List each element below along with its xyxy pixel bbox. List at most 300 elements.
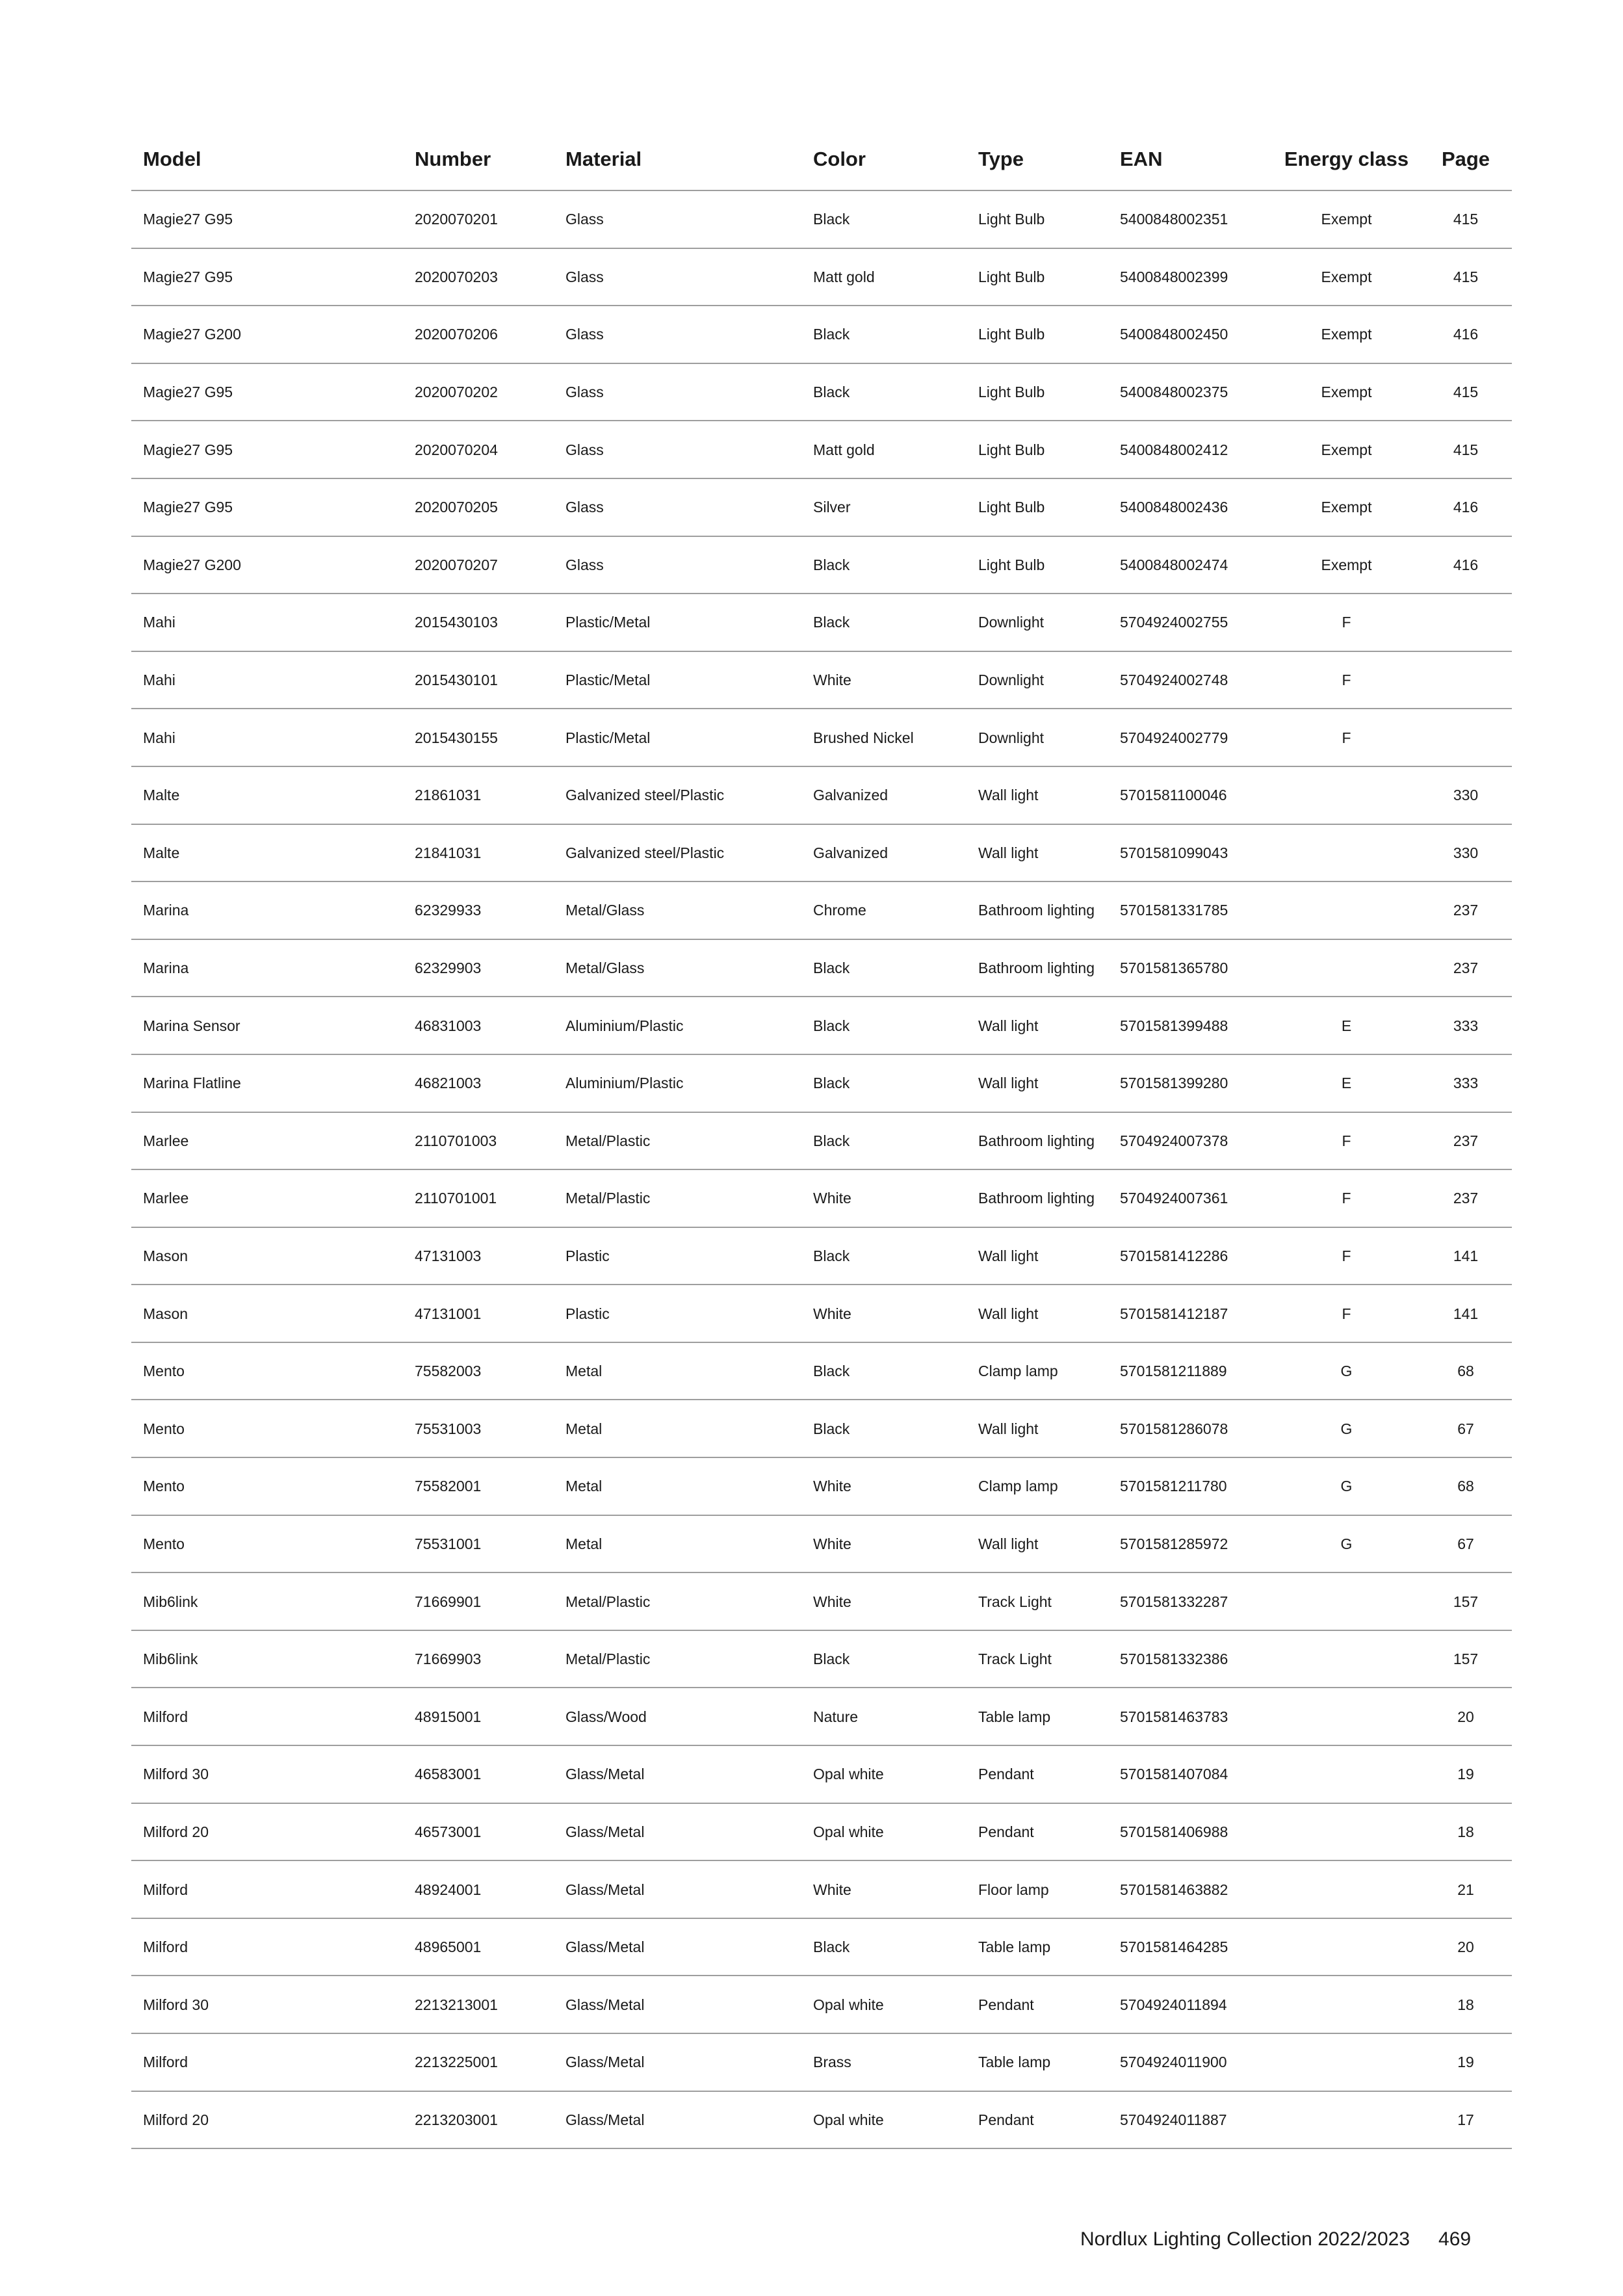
cell-color: Black bbox=[813, 1420, 850, 1437]
cell-number: 71669901 bbox=[415, 1593, 482, 1610]
cell-model: Mahi bbox=[143, 729, 175, 746]
cell-model: Magie27 G95 bbox=[143, 268, 233, 285]
cell-model: Magie27 G200 bbox=[143, 326, 241, 343]
cell-page: 330 bbox=[1453, 844, 1479, 861]
cell-energy-class: Exempt bbox=[1321, 499, 1372, 516]
cell-number: 2020070207 bbox=[415, 556, 498, 573]
cell-model: Milford 30 bbox=[143, 1996, 209, 2013]
cell-model: Marina bbox=[143, 959, 189, 977]
cell-type: Downlight bbox=[978, 614, 1044, 631]
cell-color: Black bbox=[813, 1075, 850, 1092]
cell-model: Mento bbox=[143, 1420, 185, 1437]
cell-model: Milford 20 bbox=[143, 2111, 209, 2128]
cell-ean: 5701581365780 bbox=[1120, 959, 1228, 977]
cell-energy-class: Exempt bbox=[1321, 441, 1372, 458]
footer-page-number: 469 bbox=[1438, 2228, 1472, 2250]
table-row bbox=[131, 1285, 1512, 1343]
cell-material: Glass/Metal bbox=[565, 2054, 645, 2071]
cell-model: Mento bbox=[143, 1478, 185, 1495]
cell-material: Metal/Glass bbox=[565, 902, 645, 919]
cell-material: Glass/Metal bbox=[565, 1881, 645, 1898]
cell-material: Glass/Metal bbox=[565, 1766, 645, 1783]
cell-page: 67 bbox=[1457, 1535, 1474, 1552]
table-row bbox=[131, 537, 1512, 595]
cell-material: Glass bbox=[565, 556, 604, 573]
cell-color: White bbox=[813, 672, 851, 689]
cell-color: Black bbox=[813, 326, 850, 343]
cell-page: 141 bbox=[1453, 1305, 1479, 1322]
cell-model: Milford bbox=[143, 1938, 188, 1956]
table-row bbox=[131, 249, 1512, 307]
cell-material: Plastic bbox=[565, 1305, 610, 1322]
cell-number: 2020070203 bbox=[415, 268, 498, 285]
cell-page: 333 bbox=[1453, 1075, 1479, 1092]
cell-number: 2110701003 bbox=[415, 1132, 497, 1149]
cell-number: 46573001 bbox=[415, 1823, 482, 1840]
cell-model: Milford bbox=[143, 1881, 188, 1898]
cell-material: Plastic/Metal bbox=[565, 729, 651, 746]
cell-type: Light Bulb bbox=[978, 268, 1045, 285]
cell-number: 2110701001 bbox=[415, 1190, 497, 1207]
cell-material: Metal/Plastic bbox=[565, 1593, 651, 1610]
cell-energy-class: G bbox=[1340, 1535, 1353, 1552]
cell-material: Glass bbox=[565, 384, 604, 401]
cell-page: 415 bbox=[1453, 441, 1479, 458]
cell-type: Bathroom lighting bbox=[978, 902, 1095, 919]
cell-model: Milford 30 bbox=[143, 1766, 209, 1783]
cell-material: Glass bbox=[565, 268, 604, 285]
cell-page: 157 bbox=[1453, 1593, 1479, 1610]
cell-number: 47131001 bbox=[415, 1305, 482, 1322]
cell-ean: 5400848002412 bbox=[1120, 441, 1228, 458]
table-row bbox=[131, 709, 1512, 767]
cell-energy-class: Exempt bbox=[1321, 326, 1372, 343]
cell-model: Milford 20 bbox=[143, 1823, 209, 1840]
cell-color: Black bbox=[813, 959, 850, 977]
cell-model: Mib6link bbox=[143, 1593, 198, 1610]
table-row bbox=[131, 2092, 1512, 2150]
cell-material: Metal/Plastic bbox=[565, 1132, 651, 1149]
cell-material: Glass/Wood bbox=[565, 1708, 647, 1725]
cell-number: 21861031 bbox=[415, 787, 482, 804]
cell-number: 2015430103 bbox=[415, 614, 498, 631]
table-row bbox=[131, 940, 1512, 998]
cell-energy-class: F bbox=[1342, 672, 1351, 689]
table-row bbox=[131, 1573, 1512, 1631]
cell-model: Magie27 G95 bbox=[143, 441, 233, 458]
cell-type: Wall light bbox=[978, 1247, 1039, 1264]
cell-number: 75582003 bbox=[415, 1363, 482, 1380]
table-row bbox=[131, 1113, 1512, 1171]
cell-page: 237 bbox=[1453, 1190, 1479, 1207]
cell-model: Mahi bbox=[143, 672, 175, 689]
table-row bbox=[131, 1228, 1512, 1286]
cell-type: Pendant bbox=[978, 1996, 1034, 2013]
cell-model: Marina Sensor bbox=[143, 1017, 240, 1034]
cell-number: 2213225001 bbox=[415, 2054, 498, 2071]
cell-model: Magie27 G95 bbox=[143, 211, 233, 228]
cell-material: Glass bbox=[565, 499, 604, 516]
header-number: Number bbox=[415, 148, 491, 170]
cell-ean: 5701581286078 bbox=[1120, 1420, 1228, 1437]
table-row bbox=[131, 825, 1512, 883]
cell-page: 68 bbox=[1457, 1363, 1474, 1380]
cell-ean: 5400848002351 bbox=[1120, 211, 1228, 228]
cell-ean: 5400848002375 bbox=[1120, 384, 1228, 401]
cell-color: Opal white bbox=[813, 1766, 884, 1783]
cell-type: Floor lamp bbox=[978, 1881, 1049, 1898]
table-row bbox=[131, 1746, 1512, 1804]
table-row bbox=[131, 1919, 1512, 1977]
cell-color: White bbox=[813, 1881, 851, 1898]
cell-ean: 5704924007378 bbox=[1120, 1132, 1228, 1149]
cell-number: 71669903 bbox=[415, 1650, 482, 1668]
cell-page: 67 bbox=[1457, 1420, 1474, 1437]
cell-number: 2213213001 bbox=[415, 1996, 498, 2013]
cell-type: Downlight bbox=[978, 729, 1044, 746]
cell-ean: 5701581332386 bbox=[1120, 1650, 1228, 1668]
cell-model: Mahi bbox=[143, 614, 175, 631]
cell-material: Plastic/Metal bbox=[565, 614, 651, 631]
table-row bbox=[131, 882, 1512, 940]
cell-type: Bathroom lighting bbox=[978, 1190, 1095, 1207]
cell-material: Galvanized steel/Plastic bbox=[565, 844, 725, 861]
cell-type: Wall light bbox=[978, 1535, 1039, 1552]
cell-color: Matt gold bbox=[813, 441, 875, 458]
cell-material: Glass bbox=[565, 441, 604, 458]
cell-model: Milford bbox=[143, 2054, 188, 2071]
cell-color: White bbox=[813, 1535, 851, 1552]
cell-color: Black bbox=[813, 1132, 850, 1149]
cell-type: Clamp lamp bbox=[978, 1363, 1058, 1380]
table-row bbox=[131, 1458, 1512, 1516]
cell-material: Metal bbox=[565, 1420, 603, 1437]
cell-number: 2213203001 bbox=[415, 2111, 498, 2128]
cell-number: 2020070205 bbox=[415, 499, 498, 516]
cell-energy-class: Exempt bbox=[1321, 556, 1372, 573]
cell-number: 21841031 bbox=[415, 844, 482, 861]
cell-page: 157 bbox=[1453, 1650, 1479, 1668]
table-row bbox=[131, 421, 1512, 479]
cell-type: Wall light bbox=[978, 1075, 1039, 1092]
cell-page: 141 bbox=[1453, 1247, 1479, 1264]
cell-page: 237 bbox=[1453, 959, 1479, 977]
cell-ean: 5704924011894 bbox=[1120, 1996, 1227, 2013]
cell-number: 2015430155 bbox=[415, 729, 498, 746]
cell-material: Metal/Plastic bbox=[565, 1650, 651, 1668]
cell-material: Glass/Metal bbox=[565, 1823, 645, 1840]
cell-model: Milford bbox=[143, 1708, 188, 1725]
cell-color: Nature bbox=[813, 1708, 859, 1725]
cell-ean: 5704924002779 bbox=[1120, 729, 1228, 746]
cell-material: Glass bbox=[565, 326, 604, 343]
cell-model: Marlee bbox=[143, 1132, 189, 1149]
cell-color: Chrome bbox=[813, 902, 866, 919]
table-row bbox=[131, 652, 1512, 710]
cell-number: 48965001 bbox=[415, 1938, 482, 1956]
cell-model: Marlee bbox=[143, 1190, 189, 1207]
cell-model: Magie27 G95 bbox=[143, 384, 233, 401]
cell-material: Glass/Metal bbox=[565, 1938, 645, 1956]
cell-type: Light Bulb bbox=[978, 211, 1045, 228]
cell-number: 46583001 bbox=[415, 1766, 482, 1783]
cell-material: Metal bbox=[565, 1363, 603, 1380]
table-row bbox=[131, 479, 1512, 537]
cell-ean: 5701581412286 bbox=[1120, 1247, 1228, 1264]
cell-energy-class: F bbox=[1342, 1132, 1351, 1149]
cell-ean: 5701581463783 bbox=[1120, 1708, 1228, 1725]
cell-color: White bbox=[813, 1190, 851, 1207]
table-row bbox=[131, 2034, 1512, 2092]
table-row bbox=[131, 191, 1512, 249]
cell-number: 75582001 bbox=[415, 1478, 482, 1495]
cell-ean: 5701581399488 bbox=[1120, 1017, 1228, 1034]
cell-energy-class: Exempt bbox=[1321, 384, 1372, 401]
cell-color: White bbox=[813, 1593, 851, 1610]
cell-energy-class: Exempt bbox=[1321, 268, 1372, 285]
cell-type: Bathroom lighting bbox=[978, 1132, 1095, 1149]
table-row bbox=[131, 1170, 1512, 1228]
cell-ean: 5704924011900 bbox=[1120, 2054, 1227, 2071]
cell-ean: 5701581464285 bbox=[1120, 1938, 1228, 1956]
table-row bbox=[131, 1631, 1512, 1689]
cell-ean: 5400848002450 bbox=[1120, 326, 1228, 343]
cell-number: 62329933 bbox=[415, 902, 482, 919]
cell-color: Opal white bbox=[813, 1996, 884, 2013]
table-row bbox=[131, 1516, 1512, 1574]
table-row bbox=[131, 1976, 1512, 2034]
cell-number: 62329903 bbox=[415, 959, 482, 977]
cell-page: 20 bbox=[1457, 1708, 1474, 1725]
cell-page: 333 bbox=[1453, 1017, 1479, 1034]
cell-color: Galvanized bbox=[813, 787, 889, 804]
cell-page: 18 bbox=[1457, 1823, 1474, 1840]
table-row bbox=[131, 594, 1512, 652]
cell-number: 2020070206 bbox=[415, 326, 498, 343]
cell-ean: 5701581463882 bbox=[1120, 1881, 1228, 1898]
cell-energy-class: F bbox=[1342, 729, 1351, 746]
cell-ean: 5400848002399 bbox=[1120, 268, 1228, 285]
cell-material: Aluminium/Plastic bbox=[565, 1075, 684, 1092]
page-footer bbox=[1080, 2228, 1471, 2250]
cell-material: Aluminium/Plastic bbox=[565, 1017, 684, 1034]
cell-color: Black bbox=[813, 556, 850, 573]
cell-energy-class: G bbox=[1340, 1478, 1353, 1495]
cell-material: Metal bbox=[565, 1478, 603, 1495]
cell-ean: 5704924002748 bbox=[1120, 672, 1228, 689]
footer-title: Nordlux Lighting Collection 2022/2023 bbox=[1080, 2228, 1410, 2250]
cell-page: 415 bbox=[1453, 268, 1479, 285]
cell-number: 2015430101 bbox=[415, 672, 498, 689]
cell-energy-class: F bbox=[1342, 1247, 1351, 1264]
cell-ean: 5400848002474 bbox=[1120, 556, 1228, 573]
cell-page: 416 bbox=[1453, 556, 1479, 573]
cell-type: Light Bulb bbox=[978, 441, 1045, 458]
cell-material: Glass/Metal bbox=[565, 2111, 645, 2128]
cell-material: Plastic/Metal bbox=[565, 672, 651, 689]
table-row bbox=[131, 364, 1512, 422]
cell-number: 75531001 bbox=[415, 1535, 482, 1552]
cell-energy-class: F bbox=[1342, 1190, 1351, 1207]
header-material: Material bbox=[565, 148, 642, 170]
table-row bbox=[131, 306, 1512, 364]
cell-ean: 5701581211889 bbox=[1120, 1363, 1227, 1380]
cell-material: Metal/Plastic bbox=[565, 1190, 651, 1207]
cell-energy-class: G bbox=[1340, 1420, 1353, 1437]
cell-number: 75531003 bbox=[415, 1420, 482, 1437]
cell-model: Marina bbox=[143, 902, 189, 919]
cell-material: Metal/Glass bbox=[565, 959, 645, 977]
table-row bbox=[131, 1804, 1512, 1862]
cell-type: Wall light bbox=[978, 1017, 1039, 1034]
cell-type: Downlight bbox=[978, 672, 1044, 689]
cell-page: 19 bbox=[1457, 2054, 1474, 2071]
cell-color: Black bbox=[813, 384, 850, 401]
cell-number: 2020070202 bbox=[415, 384, 498, 401]
cell-type: Clamp lamp bbox=[978, 1478, 1058, 1495]
cell-material: Glass/Metal bbox=[565, 1996, 645, 2013]
table-row bbox=[131, 997, 1512, 1055]
cell-color: Matt gold bbox=[813, 268, 875, 285]
cell-model: Mib6link bbox=[143, 1650, 198, 1668]
cell-ean: 5701581407084 bbox=[1120, 1766, 1228, 1783]
cell-ean: 5701581399280 bbox=[1120, 1075, 1228, 1092]
cell-color: Black bbox=[813, 1650, 850, 1668]
cell-color: Galvanized bbox=[813, 844, 889, 861]
cell-color: Black bbox=[813, 1363, 850, 1380]
table-body bbox=[131, 191, 1512, 2149]
cell-energy-class: E bbox=[1341, 1075, 1352, 1092]
cell-energy-class: F bbox=[1342, 1305, 1351, 1322]
cell-model: Mento bbox=[143, 1363, 185, 1380]
cell-number: 46831003 bbox=[415, 1017, 482, 1034]
table-header-row bbox=[131, 129, 1512, 191]
table-row bbox=[131, 1400, 1512, 1458]
header-energy-class: Energy class bbox=[1284, 148, 1409, 170]
cell-ean: 5704924002755 bbox=[1120, 614, 1228, 631]
cell-color: Black bbox=[813, 1017, 850, 1034]
cell-page: 415 bbox=[1453, 384, 1479, 401]
cell-page: 20 bbox=[1457, 1938, 1474, 1956]
cell-color: Black bbox=[813, 1247, 850, 1264]
cell-material: Plastic bbox=[565, 1247, 610, 1264]
cell-type: Light Bulb bbox=[978, 556, 1045, 573]
cell-ean: 5701581099043 bbox=[1120, 844, 1228, 861]
cell-type: Pendant bbox=[978, 1823, 1034, 1840]
cell-model: Marina Flatline bbox=[143, 1075, 241, 1092]
cell-number: 47131003 bbox=[415, 1247, 482, 1264]
cell-type: Track Light bbox=[978, 1650, 1052, 1668]
cell-ean: 5701581211780 bbox=[1120, 1478, 1227, 1495]
cell-type: Wall light bbox=[978, 1420, 1039, 1437]
table-row bbox=[131, 1055, 1512, 1113]
cell-ean: 5701581100046 bbox=[1120, 787, 1227, 804]
cell-energy-class: F bbox=[1342, 614, 1351, 631]
table-row bbox=[131, 1688, 1512, 1746]
cell-page: 416 bbox=[1453, 326, 1479, 343]
cell-type: Light Bulb bbox=[978, 326, 1045, 343]
cell-type: Track Light bbox=[978, 1593, 1052, 1610]
cell-ean: 5701581331785 bbox=[1120, 902, 1228, 919]
header-type: Type bbox=[978, 148, 1024, 170]
header-color: Color bbox=[813, 148, 866, 170]
cell-model: Magie27 G200 bbox=[143, 556, 241, 573]
cell-type: Wall light bbox=[978, 787, 1039, 804]
cell-ean: 5701581406988 bbox=[1120, 1823, 1228, 1840]
cell-number: 48924001 bbox=[415, 1881, 482, 1898]
cell-energy-class: E bbox=[1341, 1017, 1352, 1034]
cell-type: Table lamp bbox=[978, 2054, 1051, 2071]
cell-model: Magie27 G95 bbox=[143, 499, 233, 516]
cell-material: Galvanized steel/Plastic bbox=[565, 787, 725, 804]
header-ean: EAN bbox=[1120, 148, 1163, 170]
cell-model: Mason bbox=[143, 1305, 188, 1322]
cell-ean: 5701581332287 bbox=[1120, 1593, 1228, 1610]
cell-model: Mason bbox=[143, 1247, 188, 1264]
cell-type: Table lamp bbox=[978, 1938, 1051, 1956]
cell-number: 48915001 bbox=[415, 1708, 482, 1725]
cell-model: Malte bbox=[143, 787, 180, 804]
cell-type: Light Bulb bbox=[978, 499, 1045, 516]
cell-ean: 5701581412187 bbox=[1120, 1305, 1228, 1322]
cell-color: Black bbox=[813, 1938, 850, 1956]
cell-ean: 5701581285972 bbox=[1120, 1535, 1228, 1552]
cell-type: Bathroom lighting bbox=[978, 959, 1095, 977]
cell-color: Opal white bbox=[813, 1823, 884, 1840]
cell-ean: 5400848002436 bbox=[1120, 499, 1228, 516]
cell-page: 237 bbox=[1453, 902, 1479, 919]
cell-type: Light Bulb bbox=[978, 384, 1045, 401]
cell-type: Wall light bbox=[978, 844, 1039, 861]
cell-type: Wall light bbox=[978, 1305, 1039, 1322]
header-model: Model bbox=[143, 148, 201, 170]
cell-model: Malte bbox=[143, 844, 180, 861]
cell-type: Pendant bbox=[978, 1766, 1034, 1783]
cell-type: Table lamp bbox=[978, 1708, 1051, 1725]
cell-page: 415 bbox=[1453, 211, 1479, 228]
cell-energy-class: Exempt bbox=[1321, 211, 1372, 228]
cell-color: Opal white bbox=[813, 2111, 884, 2128]
cell-material: Metal bbox=[565, 1535, 603, 1552]
cell-color: Black bbox=[813, 211, 850, 228]
cell-number: 2020070204 bbox=[415, 441, 498, 458]
table-row bbox=[131, 1861, 1512, 1919]
cell-page: 416 bbox=[1453, 499, 1479, 516]
cell-color: Black bbox=[813, 614, 850, 631]
cell-page: 237 bbox=[1453, 1132, 1479, 1149]
cell-page: 68 bbox=[1457, 1478, 1474, 1495]
cell-page: 21 bbox=[1457, 1881, 1474, 1898]
product-table bbox=[131, 129, 1512, 2149]
cell-color: Silver bbox=[813, 499, 851, 516]
cell-page: 19 bbox=[1457, 1766, 1474, 1783]
cell-type: Pendant bbox=[978, 2111, 1034, 2128]
cell-material: Glass bbox=[565, 211, 604, 228]
cell-number: 46821003 bbox=[415, 1075, 482, 1092]
cell-number: 2020070201 bbox=[415, 211, 498, 228]
header-page: Page bbox=[1441, 148, 1490, 170]
cell-energy-class: G bbox=[1340, 1363, 1353, 1380]
table-row bbox=[131, 767, 1512, 825]
cell-ean: 5704924011887 bbox=[1120, 2111, 1227, 2128]
cell-page: 17 bbox=[1457, 2111, 1474, 2128]
cell-page: 18 bbox=[1457, 1996, 1474, 2013]
cell-ean: 5704924007361 bbox=[1120, 1190, 1228, 1207]
cell-color: White bbox=[813, 1478, 851, 1495]
cell-color: White bbox=[813, 1305, 851, 1322]
cell-model: Mento bbox=[143, 1535, 185, 1552]
table-row bbox=[131, 1343, 1512, 1401]
